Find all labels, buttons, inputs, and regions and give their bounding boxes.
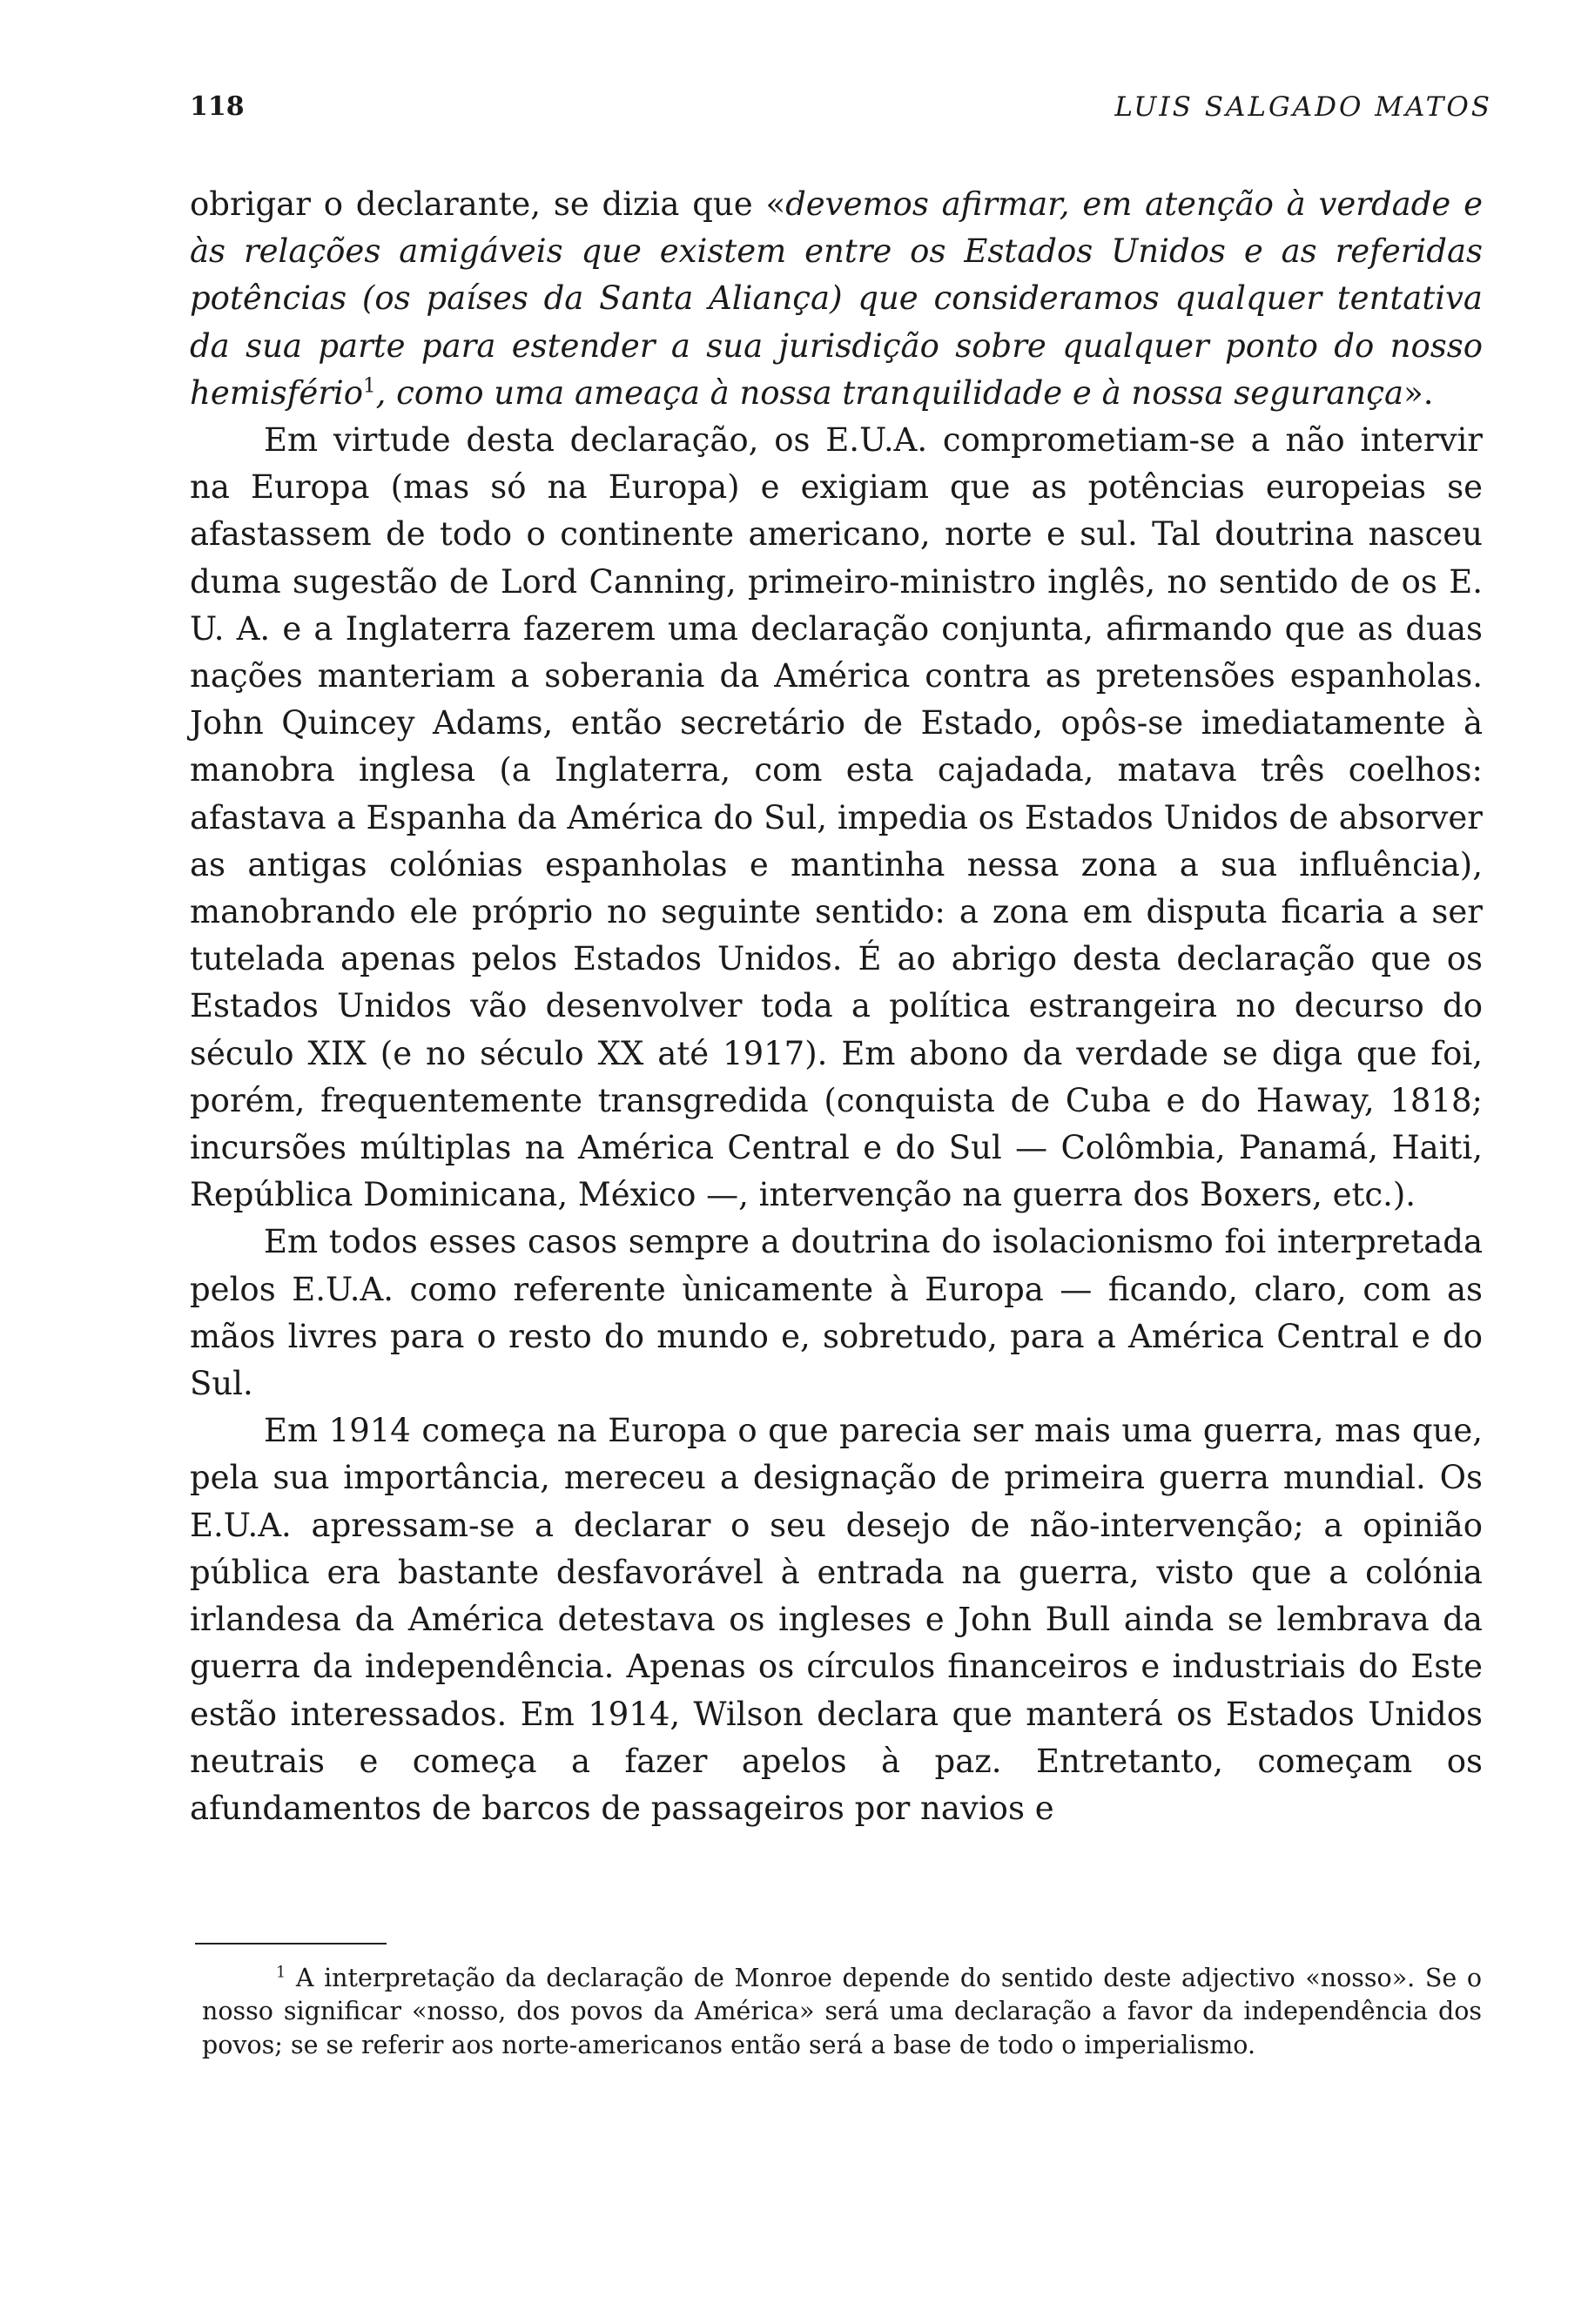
footnote-text: A interpretação da declaração de Monroe depende do sentido deste adjectivo «nosso». Se o nosso significar «nosso, dos povos da América» será uma declaração a favor da independência dos povos; se se referir aos norte-americanos então será a base de todo o imperialismo. <box>202 1964 1482 2059</box>
footnotes <box>202 1962 1482 2062</box>
paragraph-isolationism: Em todos esses casos sempre a doutrina do isolacionismo foi interpretada pelos E.U.A. como referente ùnicamente à Europa — ficando, claro, com as mãos livres para o resto do mundo e, sobretudo, para a América Central e do Sul. <box>190 1223 1483 1403</box>
footnote <box>202 1962 1482 2062</box>
body-text <box>190 181 1483 1832</box>
footnote-marker: 1 <box>276 1964 286 1982</box>
closing-quote: ». <box>1403 373 1434 412</box>
footnote-reference: 1 <box>363 374 376 398</box>
paragraph-monroe-doctrine: Em virtude desta declaração, os E.U.A. comprometiam-se a não intervir na Europa (mas só na Europa) e exigiam que as potências europeias se afastassem de todo o continente americano, norte e sul. Tal doutrina nasceu duma sugestão de Lord Canning, primeiro-ministro inglês, no sentido de os E. U. A. e a Inglaterra fazerem uma declaração conjunta, afirmando que as duas nações manteriam a soberania da América contra as pretensões espanholas. John Quincey Adams, então secretário de Estado, opôs-se imediatamente à manobra inglesa (a Inglaterra, com esta cajadada, matava três coelhos: afastava a Espanha da América do Sul, impedia os Estados Unidos de absorver as antigas colónias espanholas e mantinha nessa zona a sua influência), manobrando ele próprio no seguinte sentido: a zona em disputa ficaria a ser tutelada apenas pelos Estados Unidos. É ao abrigo desta declaração que os Estados Unidos vão desenvolver toda a política estrangeira no decurso do século XIX (e no século XX até 1917). Em abono da verdade se diga que foi, porém, frequentemente transgredida (conquista de Cuba e do Haway, 1818; incursões múltiplas na América Central e do Sul — Colômbia, Panamá, Haiti, República Dominicana, México —, intervenção na guerra dos Boxers, etc.). <box>190 421 1483 1214</box>
running-head-author: LUIS SALGADO MATOS <box>1114 91 1492 123</box>
footnote-divider <box>195 1943 387 1945</box>
running-head <box>190 91 1492 126</box>
quoted-declaration: devemos afirmar, em atenção à verdade e às relações amigáveis que existem entre os Estados Unidos e as referidas potências (os países da Santa Aliança) que consideramos qualquer tentativa da sua parte para estender a sua jurisdição sobre qualquer ponto do nosso hemisfério <box>190 185 1483 412</box>
paragraph-1914: Em 1914 começa na Europa o que parecia ser mais uma guerra, mas que, pela sua importância, mereceu a designação de primeira guerra mundial. Os E.U.A. apressam-se a declarar o seu desejo de não-intervenção; a opinião pública era bastante desfavorável à entrada na guerra, visto que a colónia irlandesa da América detestava os ingleses e John Bull ainda se lembrava da guerra da independência. Apenas os círculos financeiros e industriais do Este estão interessados. Em 1914, Wilson declara que manterá os Estados Unidos neutrais e começa a fazer apelos à paz. Entretanto, começam os afundamentos de barcos de passageiros por navios e <box>190 1412 1483 1827</box>
paragraph-quote-lead: obrigar o declarante, se dizia que « <box>190 185 786 223</box>
paragraph-quote <box>190 181 1483 417</box>
quoted-declaration-end: , como uma ameaça à nossa tranquilidade e à nossa segurança <box>375 373 1404 412</box>
page-number: 118 <box>190 91 245 122</box>
